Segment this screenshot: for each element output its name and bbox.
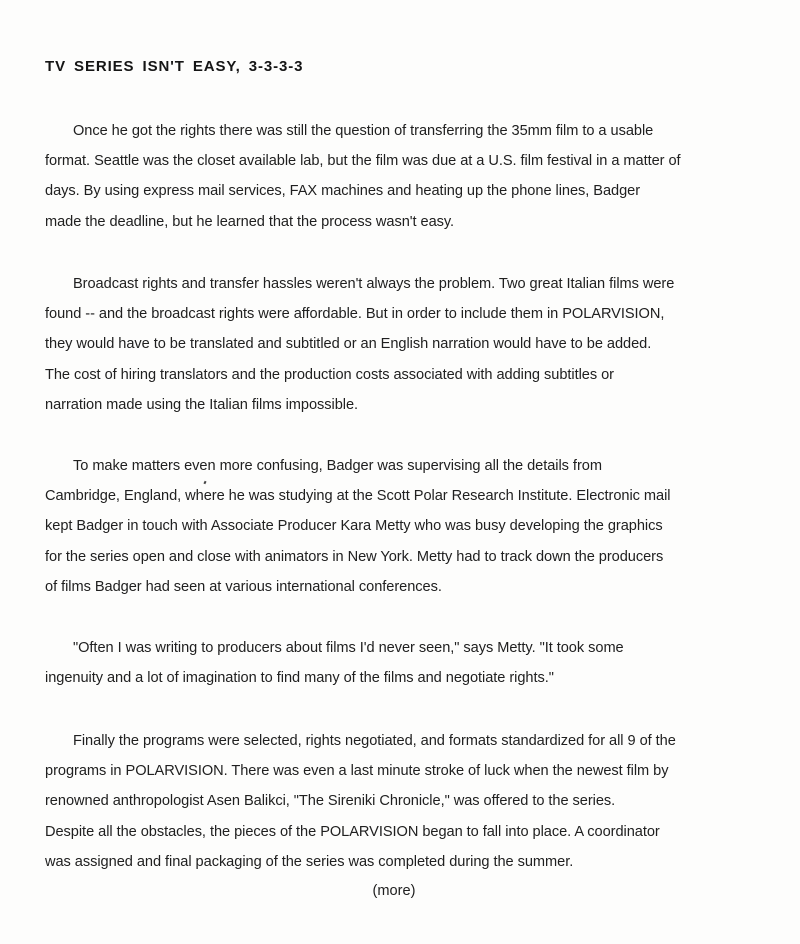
paragraph-quote [45,633,735,693]
paragraph-line: was assigned and final packaging of the series was completed during the summer. [45,853,574,870]
paragraph-line: Despite all the obstacles, the pieces of the POLARVISION began to fall into place. A coordinator [45,823,660,840]
paragraph-line: for the series open and close with animators in New York. Metty had to track down the producers [45,548,664,565]
paragraph-transfer [45,116,735,237]
page-title: TV SERIES ISN'T EASY, 3-3-3-3 [45,58,304,75]
paragraph-line: found -- and the broadcast rights were affordable. But in order to include them in POLARVISION, [45,306,665,323]
paragraph-supervising [45,451,735,602]
paragraph-line: To make matters even more confusing, Badger was supervising all the details from [73,458,602,474]
paragraph-line: kept Badger in touch with Associate Producer Kara Metty who was busy developing the graphics [45,518,663,535]
paragraph-line: ingenuity and a lot of imagination to find many of the films and negotiate rights." [45,670,554,687]
paragraph-broadcast-rights [45,269,735,420]
paragraph-line: Cambridge, England, where he was studying at the Scott Polar Research Institute. Electronic mail [45,488,671,505]
paragraph-line: days. By using express mail services, FAX machines and heating up the phone lines, Badger [45,183,641,200]
paragraph-finally [45,726,735,877]
paragraph-line: The cost of hiring translators and the production costs associated with adding subtitles or [45,366,614,383]
paragraph-line: programs in POLARVISION. There was even a last minute stroke of luck when the newest film by [45,763,669,780]
paragraph-line: renowned anthropologist Asen Balikci, "The Sireniki Chronicle," was offered to the series. [45,793,616,810]
paragraph-line: of films Badger had seen at various international conferences. [45,578,442,595]
paragraph-line: narration made using the Italian films impossible. [45,396,359,413]
paragraph-line: Finally the programs were selected, rights negotiated, and formats standardized for all 9 of the [73,733,676,749]
paragraph-line: they would have to be translated and subtitled or an English narration would have to be added. [45,336,652,353]
paragraph-line: made the deadline, but he learned that the process wasn't easy. [45,213,455,230]
paragraph-line: format. Seattle was the closet available lab, but the film was due at a U.S. film festival in a matter of [45,153,681,170]
continuation-marker: (more) [372,883,416,899]
paragraph-line: "Often I was writing to producers about films I'd never seen," says Metty. "It took some [73,640,624,656]
paragraph-line: Broadcast rights and transfer hassles weren't always the problem. Two great Italian films were [73,276,675,292]
paragraph-line: Once he got the rights there was still the question of transferring the 35mm film to a usable [73,123,654,139]
